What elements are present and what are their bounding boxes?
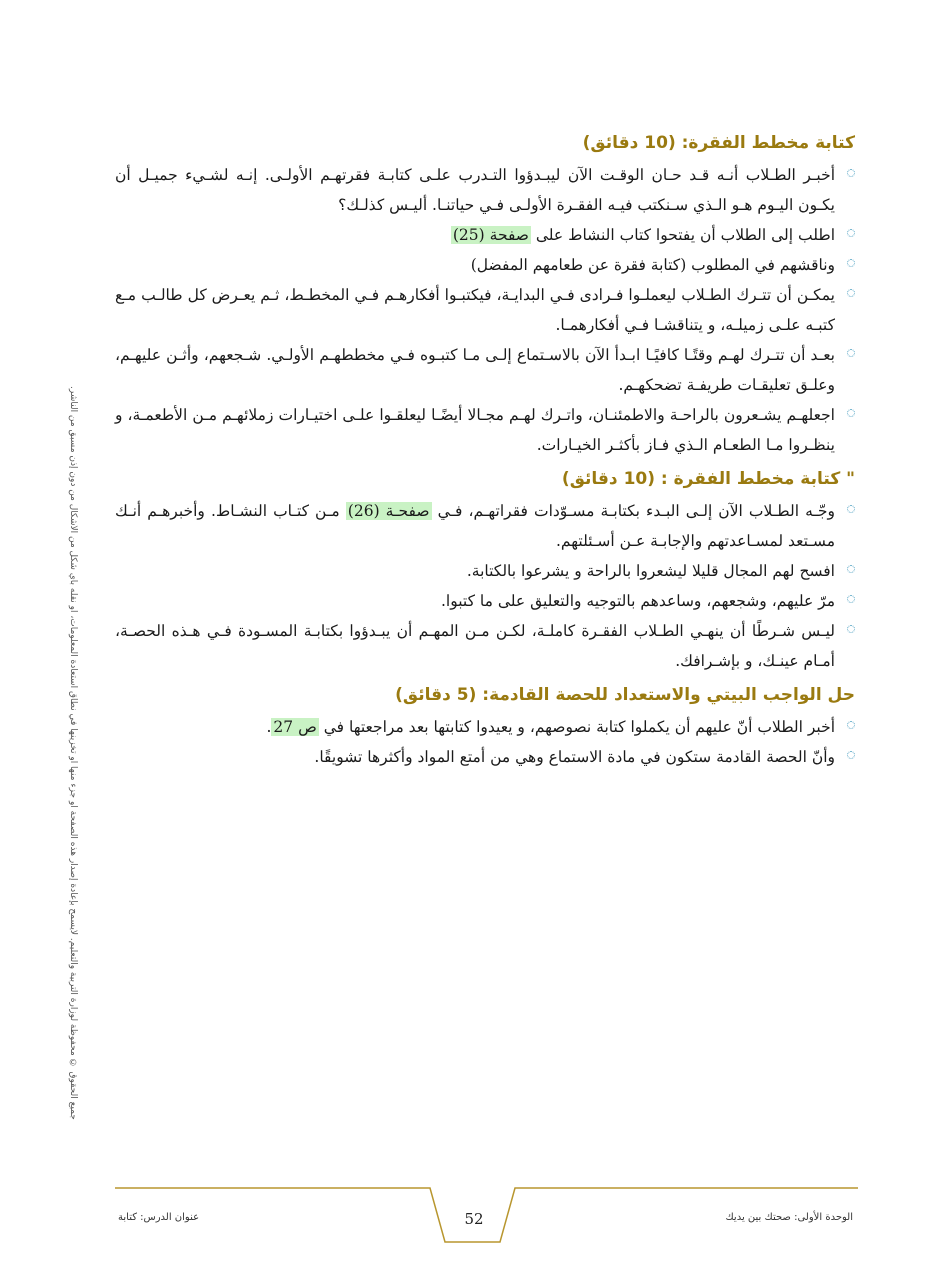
page-number: 52 — [464, 1210, 484, 1228]
item-text: وناقشهم في المطلوب (كتابة فقرة عن طعامهم المفضل) — [470, 256, 835, 274]
list-item — [115, 400, 855, 460]
list-item — [115, 496, 855, 556]
bullet-icon — [847, 565, 855, 573]
section-title-homework: حل الواجب البيتي والاستعداد للحصة القادمة: (5 دقائق) — [395, 685, 855, 705]
item-text: وأنّ الحصة القادمة ستكون في مادة الاستماع وهي من أمتع المواد وأكثرها تشويقًا. — [314, 748, 835, 766]
item-text: أخبر الطلاب أنّ عليهم أن يكملوا كتابة نصوصهم، و يعيدوا كتابتها بعد مراجعتها في — [318, 718, 835, 736]
list-item — [115, 250, 855, 280]
section-1-list — [115, 160, 855, 460]
item-text: اجعلهـم يشـعرون بالراحـة والاطمئنـان، واتـرك لهـم مجـالا أيضًـا ليعلقـوا علـى اختيـارات زملائهـم مـن الأطعمـة، و ينظـروا مـا الطعـام الـذي فـاز بأكثـر الخيـارات. — [115, 406, 835, 454]
item-text: أخبـر الطـلاب أنـه قـد حـان الوقـت الآن ليبـدؤوا التـدرب علـى كتابـة فقرتهـم الأولـى. إنـه لشـيء جميـل أن يكـون اليـوم هـو الـذي سـنكتب فيـه الفقـرة الأولـى فـي حياتنـا. أليـس كذلـك؟ — [115, 166, 835, 214]
list-item — [115, 220, 855, 250]
page-reference-highlight: صفحـة (26) — [347, 502, 430, 520]
item-text: مرّ عليهم، وشجعهم، وساعدهم بالتوجيه والتعليق على ما كتبوا. — [441, 592, 835, 610]
main-content — [115, 130, 855, 772]
section-3-list — [115, 712, 855, 772]
item-text: اطلب إلى الطلاب أن يفتحوا كتاب النشاط على — [530, 226, 835, 244]
footer-unit-title: الوحدة الأولى: صحتك بين يديك — [725, 1212, 853, 1223]
list-item — [115, 616, 855, 676]
footer-lesson-title: عنوان الدرس: كتابة — [118, 1212, 200, 1223]
page-reference-highlight: صفحة (25) — [452, 226, 529, 244]
item-text-continued: . — [266, 718, 272, 736]
list-item — [115, 340, 855, 400]
section-title-outline: كتابة مخطط الفقرة: (10 دقائق) — [582, 133, 855, 153]
section-2-list — [115, 496, 855, 676]
list-item — [115, 712, 855, 742]
section-title-drafting: " كتابة مخطط الفقرة : (10 دقائق) — [561, 469, 855, 489]
bullet-icon — [847, 625, 855, 633]
item-text: افسح لهم المجال قليلا ليشعروا بالراحة و يشرعوا بالكتابة. — [466, 562, 835, 580]
list-item — [115, 586, 855, 616]
bullet-icon — [847, 349, 855, 357]
page-reference-highlight: ص 27 — [273, 718, 317, 736]
item-text: وجّـه الطـلاب الآن إلـى البـدء بكتابـة مسـوّدات فقراتهـم، فـي — [431, 502, 835, 520]
bullet-icon — [847, 751, 855, 759]
list-item — [115, 556, 855, 586]
bullet-icon — [847, 169, 855, 177]
item-text: ليـس شـرطًا أن ينهـي الطـلاب الفقـرة كاملـة، لكـن مـن المهـم أن يبـدؤوا بكتابـة المسـودة فـي هـذه الحصـة، أمـام عينـك، و بإشـرافك. — [115, 622, 835, 670]
bullet-icon — [847, 721, 855, 729]
item-text: يمكـن أن تتـرك الطـلاب ليعملـوا فـرادى فـي البدايـة، فيكتبـوا أفكارهـم فـي المخطـط، ثـم يعـرض كل طالـب مـع كتبـه علـى زميلـه، و يتناقشـا فـي أفكارهمـا. — [115, 286, 835, 334]
bullet-icon — [847, 229, 855, 237]
list-item — [115, 742, 855, 772]
bullet-icon — [847, 289, 855, 297]
item-text: بعـد أن تتـرك لهـم وقتًـا كافيًـا ابـدأ الآن بالاسـتماع إلـى مـا كتبـوه فـي مخططهـم الأولـي. شـجعهم، وأثـن عليهـم، وعلـق تعليقـات طريفـة تضحكهـم. — [115, 346, 835, 394]
list-item — [115, 280, 855, 340]
list-item — [115, 160, 855, 220]
bullet-icon — [847, 409, 855, 417]
bullet-icon — [847, 505, 855, 513]
bullet-icon — [847, 259, 855, 267]
bullet-icon — [847, 595, 855, 603]
item-text-continued: مـن كتـاب النشـاط. وأخبرهـم أنـك مسـتعد لمسـاعدتهم والإجابـة عـن أسـئلتهم. — [115, 502, 835, 550]
copyright-side-note: جميع الحقوق © محفوظة لوزارة التربية والتعليم. لايسمح بإعادة إصدار هذه الصفحة أو جزء منها أو تخزينها في نطاق استعادة المعلومات، أو نقله بأي شكل من الأشكال من دون إذن مسبق من الناشر. — [68, 386, 78, 1120]
